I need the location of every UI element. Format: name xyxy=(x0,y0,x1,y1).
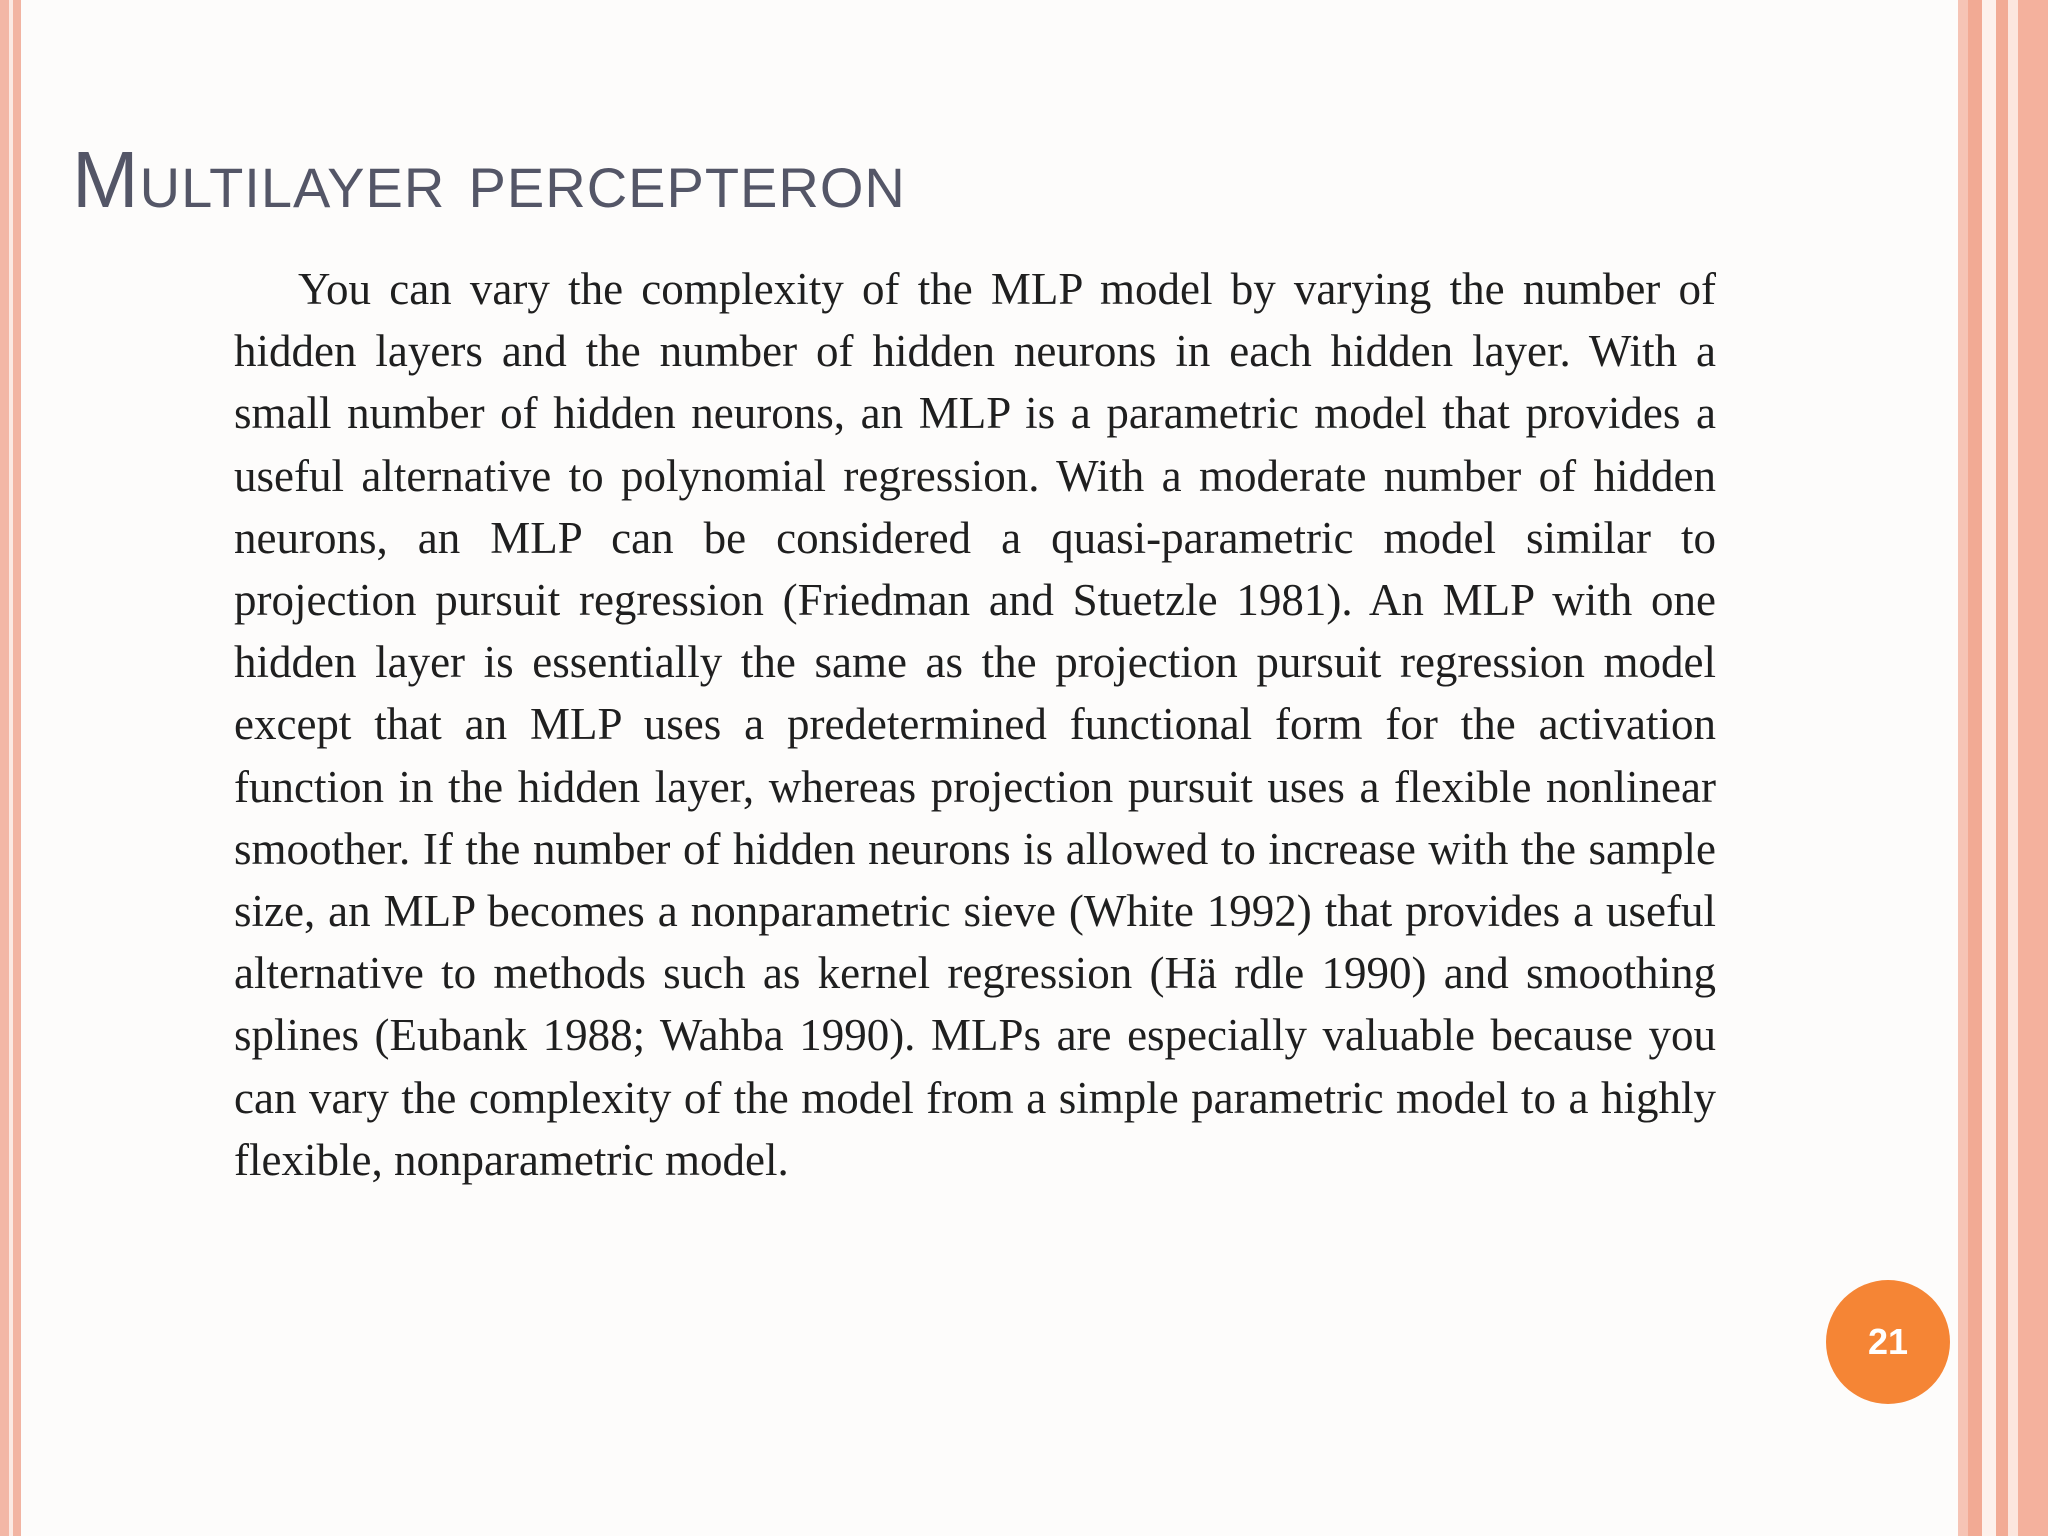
page-number-badge xyxy=(1826,1280,1950,1404)
right-border-gap xyxy=(1982,0,1996,1536)
right-border-stripe xyxy=(1968,0,1982,1536)
right-border-stripe xyxy=(1958,0,1968,1536)
slide-title: Multilayer percepteron xyxy=(72,135,906,224)
right-border-stripe xyxy=(2018,0,2048,1536)
left-border-stripe xyxy=(0,0,9,1536)
body-paragraph: You can vary the complexity of the MLP model by varying the number of hidden layers and the number of hidden neurons in each hidden layer. With a small number of hidden neurons, an MLP is a parametric model that provides a useful alternative to polynomial regression. With a moderate number of hidden neurons, an MLP can be considered a quasi-parametric model similar to projection pursuit regression (Friedman and Stuetzle 1981). An MLP with one hidden layer is essentially the same as the projection pursuit regression model except that an MLP uses a predetermined functional form for the activation function in the hidden layer, whereas projection pursuit uses a flexible nonlinear smoother. If the number of hidden neurons is allowed to increase with the sample size, an MLP becomes a nonparametric sieve (White 1992) that provides a useful alternative to methods such as kernel regression (Hä rdle 1990) and smoothing splines (Eubank 1988; Wahba 1990). MLPs are especially valuable because you can vary the complexity of the model from a simple parametric model to a highly flexible, nonparametric model. xyxy=(234,264,1716,1185)
left-border-stripe-inner xyxy=(13,0,21,1536)
page-number: 21 xyxy=(1867,1321,1909,1362)
right-border-stripe xyxy=(1996,0,2008,1536)
right-border-gap xyxy=(2008,0,2018,1536)
